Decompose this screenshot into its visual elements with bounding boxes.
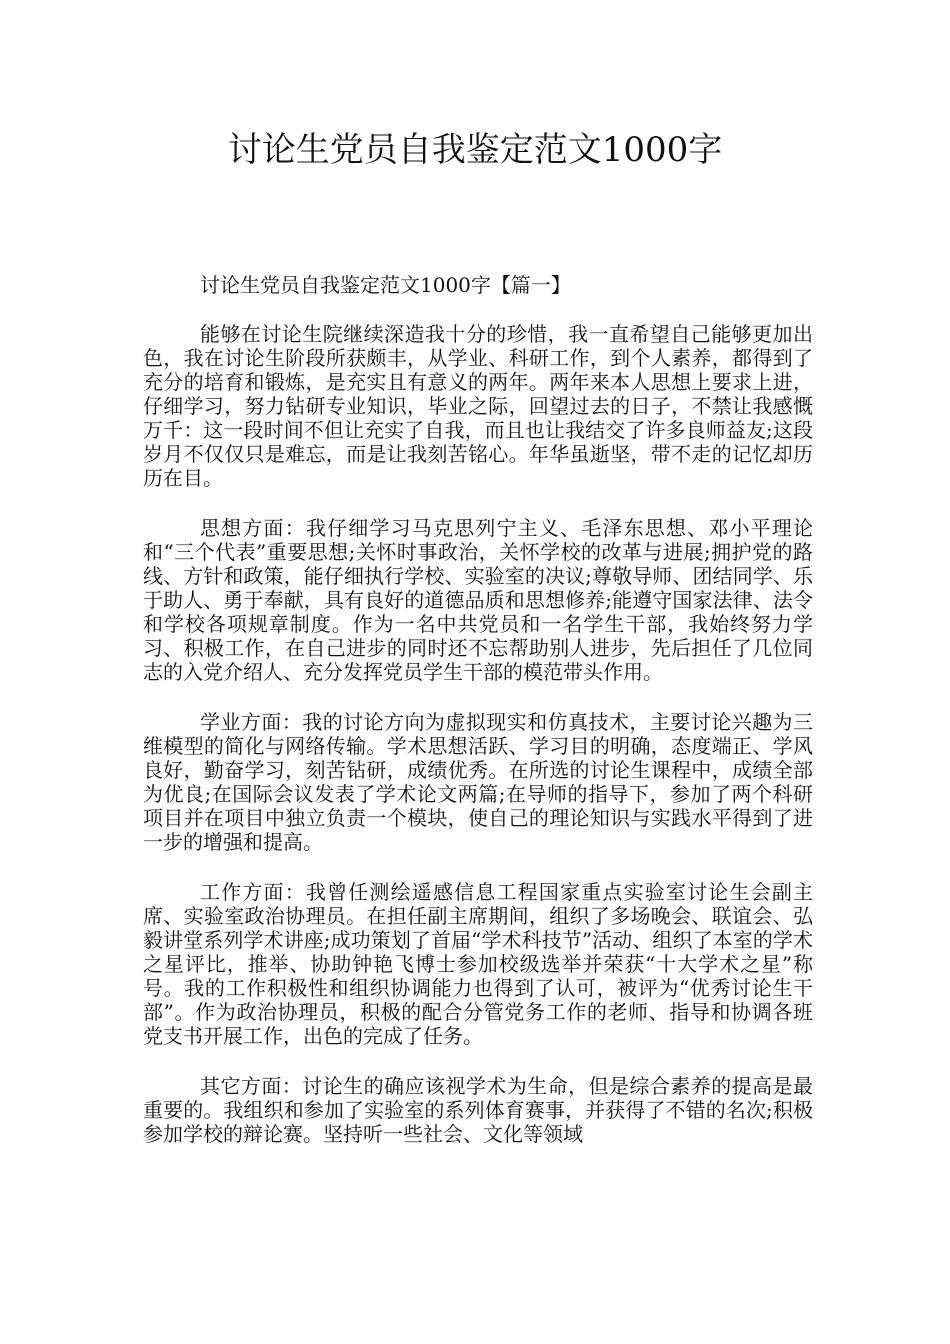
paragraph-ideology: 思想方面：我仔细学习马克思列宁主义、毛泽东思想、邓小平理论和“三个代表”重要思想;关怀时事政治，关怀学校的改革与进展;拥护党的路线、方针和政策，能仔细执行学校、实验室的决议;尊敬导师、团结同学、乐于助人、勇于奉献，具有良好的道德品质和思想修养;能遵守国家法律、法令和学校各项规章制度。作为一名中共党员和一名学生干部，我始终努力学习、积极工作，在自己进步的同时还不忘帮助别人进步，先后担任了几位同志的入党介绍人、充分发挥党员学生干部的模范带头作用。: [143, 516, 813, 684]
section-heading: 讨论生党员自我鉴定范文1000字【篇一】: [200, 273, 571, 297]
paragraph-work: 工作方面：我曾任测绘遥感信息工程国家重点实验室讨论生会副主席、实验室政治协理员。在担任副主席期间，组织了多场晚会、联谊会、弘毅讲堂系列学术讲座;成功策划了首届“学术科技节”活动、组织了本室的学术之星评比，推举、协助钟艳飞博士参加校级选举并荣获“十大学术之星”称号。我的工作积极性和组织协调能力也得到了认可，被评为“优秀讨论生干部”。作为政治协理员，积极的配合分管党务工作的老师、指导和协调各班党支书开展工作，出色的完成了任务。: [143, 880, 813, 1048]
document-body: [143, 322, 813, 1172]
document-title: 讨论生党员自我鉴定范文1000字: [227, 130, 723, 170]
paragraph-academics: 学业方面：我的讨论方向为虚拟现实和仿真技术，主要讨论兴趣为三维模型的简化与网络传输。学术思想活跃、学习目的明确，态度端正、学风良好，勤奋学习，刻苦钻研，成绩优秀。在所选的讨论生课程中，成绩全部为优良;在国际会议发表了学术论文两篇;在导师的指导下，参加了两个科研项目并在项目中独立负责一个模块，使自己的理论知识与实践水平得到了进一步的增强和提高。: [143, 710, 813, 854]
paragraph-other: 其它方面：讨论生的确应该视学术为生命，但是综合素养的提高是最重要的。我组织和参加了实验室的系列体育赛事，并获得了不错的名次;积极参加学校的辩论赛。坚持听一些社会、文化等领域: [143, 1074, 813, 1146]
paragraph-intro: 能够在讨论生院继续深造我十分的珍惜，我一直希望自己能够更加出色，我在讨论生阶段所获颇丰，从学业、科研工作，到个人素养，都得到了充分的培育和锻炼，是充实且有意义的两年。两年来本人思想上要求上进，仔细学习，努力钻研专业知识，毕业之际，回望过去的日子，不禁让我感慨万千：这一段时间不但让充实了自我，而且也让我结交了许多良师益友;这段岁月不仅仅只是难忘，而是让我刻苦铭心。年华虽逝坚，带不走的记忆却历历在目。: [143, 322, 813, 490]
